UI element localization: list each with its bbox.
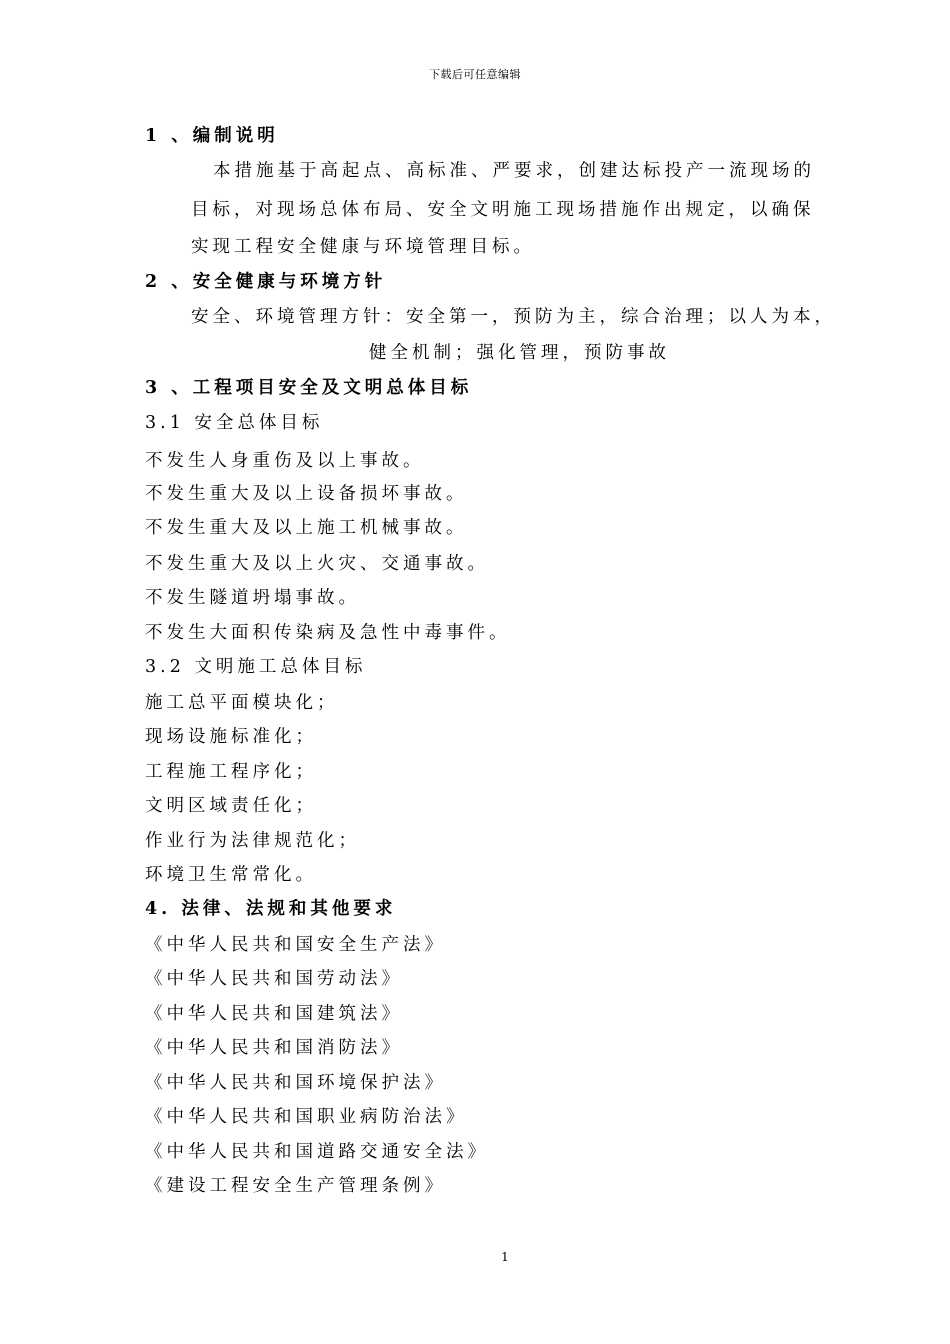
section-3-2-title: 3.2 文明施工总体目标 — [145, 657, 367, 677]
safety-goal-item: 不发生大面积传染病及急性中毒事件。 — [145, 623, 511, 643]
section-1-paragraph-line-2: 目标，对现场总体布局、安全文明施工现场措施作出规定，以确保 — [191, 200, 815, 220]
section-2-title: 2 、安全健康与环境方针 — [145, 272, 387, 292]
section-1-paragraph-line-1: 本措施基于高起点、高标准、严要求，创建达标投产一流现场的 — [213, 161, 815, 181]
page-header: 下载后可任意编辑 — [429, 68, 521, 81]
section-2-paragraph-line-2: 健全机制；强化管理，预防事故 — [369, 343, 670, 363]
civilization-goal-item: 施工总平面模块化； — [145, 693, 339, 713]
safety-goal-item: 不发生重大及以上火灾、交通事故。 — [145, 554, 489, 574]
civilization-goal-item: 文明区域责任化； — [145, 796, 317, 816]
section-2-paragraph-line-1: 安全、环境管理方针：安全第一，预防为主，综合治理；以人为本， — [191, 307, 836, 327]
section-1-paragraph-line-3: 实现工程安全健康与环境管理目标。 — [191, 237, 535, 257]
section-4-title: 4. 法律、法规和其他要求 — [145, 899, 397, 919]
section-3-title: 3 、工程项目安全及文明总体目标 — [145, 378, 473, 398]
section-3-1-title: 3.1 安全总体目标 — [145, 413, 324, 433]
law-item: 《中华人民共和国安全生产法》 — [145, 935, 446, 955]
safety-goal-item: 不发生重大及以上施工机械事故。 — [145, 518, 468, 538]
safety-goal-item: 不发生隧道坍塌事故。 — [145, 588, 360, 608]
law-item: 《中华人民共和国消防法》 — [145, 1038, 403, 1058]
civilization-goal-item: 工程施工程序化； — [145, 762, 317, 782]
safety-goal-item: 不发生重大及以上设备损坏事故。 — [145, 484, 468, 504]
civilization-goal-item: 现场设施标准化； — [145, 727, 317, 747]
law-item: 《中华人民共和国职业病防治法》 — [145, 1107, 468, 1127]
section-1-title: 1 、编制说明 — [145, 126, 279, 146]
law-item: 《中华人民共和国建筑法》 — [145, 1004, 403, 1024]
page-number: 1 — [501, 1250, 509, 1264]
safety-goal-item: 不发生人身重伤及以上事故。 — [145, 451, 425, 471]
law-item: 《中华人民共和国劳动法》 — [145, 969, 403, 989]
civilization-goal-item: 环境卫生常常化。 — [145, 865, 317, 885]
law-item: 《中华人民共和国道路交通安全法》 — [145, 1142, 489, 1162]
law-item: 《建设工程安全生产管理条例》 — [145, 1176, 446, 1196]
civilization-goal-item: 作业行为法律规范化； — [145, 831, 360, 851]
law-item: 《中华人民共和国环境保护法》 — [145, 1073, 446, 1093]
